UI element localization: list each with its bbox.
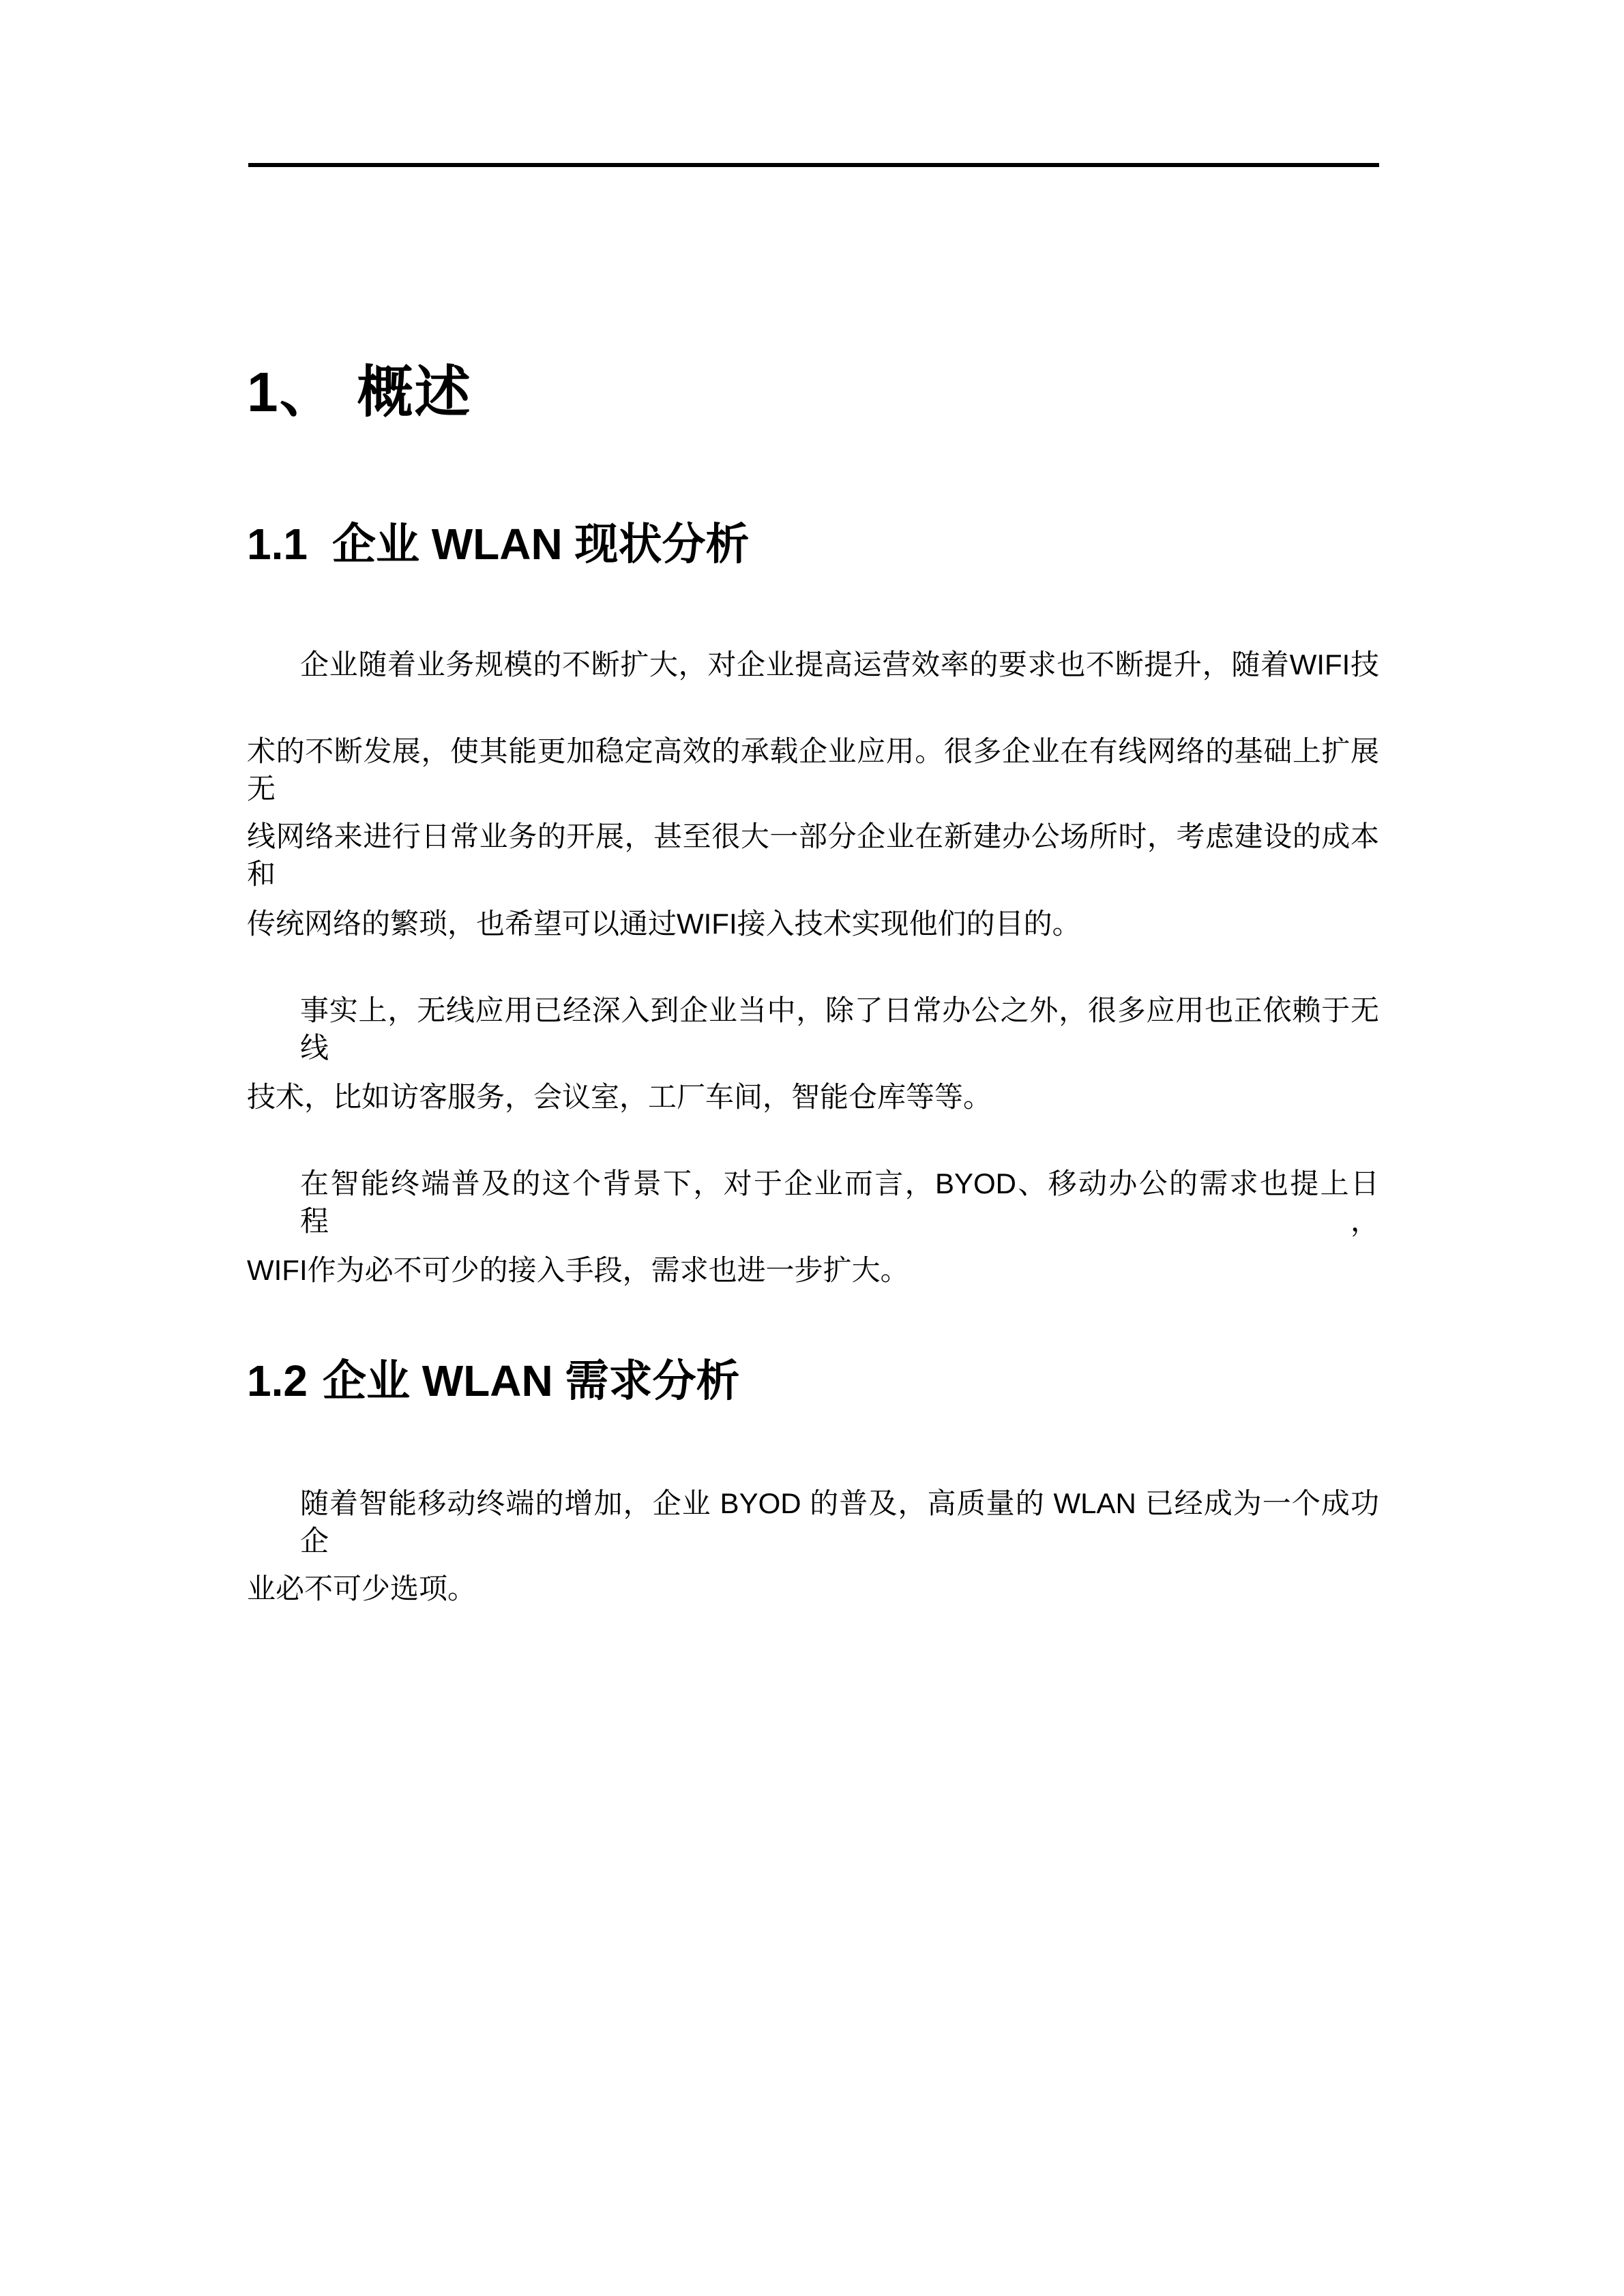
paragraph-line: 线网络来进行日常业务的开展，甚至很大一部分企业在新建办公场所时，考虑建设的成本和 <box>247 820 1379 890</box>
heading-title: 企业 WLAN 现状分析 <box>331 520 750 569</box>
section-heading-1-2 <box>247 1357 739 1405</box>
paragraph-line: 随着智能移动终端的增加，企业 BYOD 的普及，高质量的 WLAN 已经成为一个成功企 <box>300 1487 1379 1557</box>
paragraph-line: 在智能终端普及的这个背景下，对于企业而言，BYOD、移动办公的需求也提上日程， <box>300 1167 1379 1237</box>
paragraph-line: 术的不断发展，使其能更加稳定高效的承载企业应用。很多企业在有线网络的基础上扩展无 <box>247 735 1379 805</box>
paragraph-line: 业必不可少选项。 <box>247 1572 477 1605</box>
paragraph-line: 传统网络的繁琐，也希望可以通过WIFI接入技术实现他们的目的。 <box>247 908 1081 940</box>
heading-number: 1.2 <box>247 1356 308 1405</box>
paragraph-line: 事实上，无线应用已经深入到企业当中，除了日常办公之外，很多应用也正依赖于无线 <box>300 994 1379 1064</box>
header-rule <box>248 163 1379 167</box>
paragraph-line: 企业随着业务规模的不断扩大，对企业提高运营效率的要求也不断提升，随着WIFI技 <box>300 648 1379 681</box>
paragraph-line: WIFI作为必不可少的接入手段，需求也进一步扩大。 <box>247 1254 909 1286</box>
heading-title: 概述 <box>357 361 472 423</box>
heading-number: 1、 <box>247 361 337 423</box>
heading-number: 1.1 <box>247 520 308 569</box>
paragraph-line: 技术，比如访客服务，会议室，工厂车间，智能仓库等等。 <box>247 1081 992 1113</box>
heading-title: 企业 WLAN 需求分析 <box>322 1356 740 1405</box>
section-heading-1-1 <box>247 520 749 568</box>
section-heading-1 <box>247 362 472 423</box>
